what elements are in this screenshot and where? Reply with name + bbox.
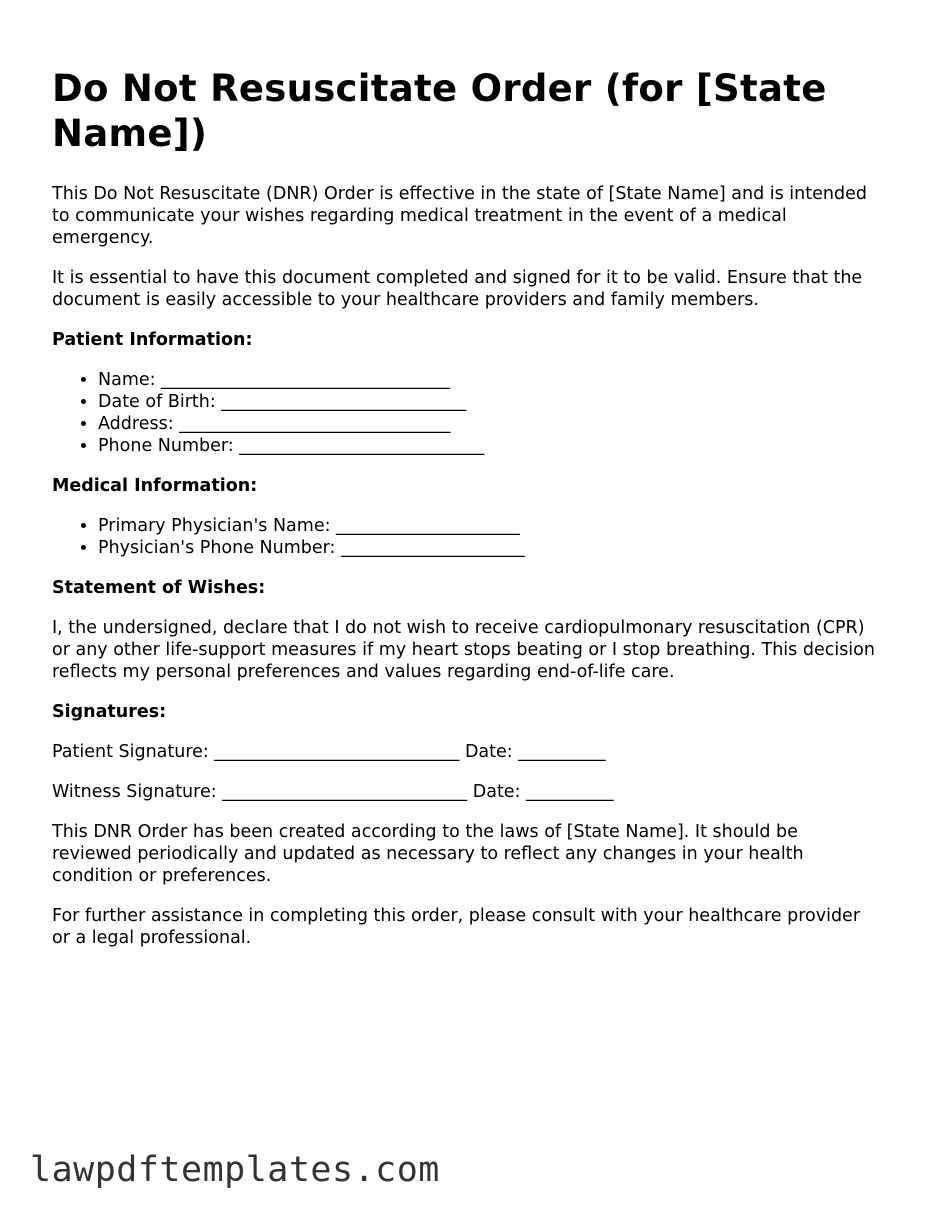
patient-address-field: • Address: _______________________________ — [98, 413, 882, 435]
closing-paragraph-1: This DNR Order has been created according to the laws of [State Name]. It should be reviewed periodically and updated as necessary to reflect any changes in your health condition or preferences. — [52, 822, 804, 886]
patient-dob-field: • Date of Birth: ____________________________ — [98, 391, 882, 413]
patient-info-list — [52, 369, 882, 457]
patient-info-heading: Patient Information: — [52, 330, 253, 350]
patient-phone-field: • Phone Number: ____________________________ — [98, 435, 882, 457]
signatures-heading: Signatures: — [52, 702, 167, 722]
document-page — [52, 66, 882, 967]
intro-paragraph-1: This Do Not Resuscitate (DNR) Order is effective in the state of [State Name] and is intended to communicate your wishes regarding medical treatment in the event of a medical emergency. — [52, 184, 867, 248]
intro-paragraph-2: It is essential to have this document completed and signed for it to be valid. Ensure that the document is easily accessible to your healthcare providers and family members. — [52, 268, 863, 310]
site-watermark: lawpdftemplates.com — [30, 1150, 440, 1190]
wishes-statement: I, the undersigned, declare that I do not wish to receive cardiopulmonary resuscitation (CPR) or any other life-support measures if my heart stops beating or I stop breathing. This decision reflects my personal preferences and values regarding end-of-life care. — [52, 618, 875, 682]
patient-signature-line: Patient Signature: ____________________________ Date: __________ — [52, 742, 606, 762]
wishes-heading: Statement of Wishes: — [52, 578, 266, 598]
medical-info-list — [52, 515, 882, 559]
medical-info-heading: Medical Information: — [52, 476, 258, 496]
physician-name-field: • Primary Physician's Name: _____________________ — [98, 515, 882, 537]
physician-phone-field: • Physician's Phone Number: _____________________ — [98, 537, 882, 559]
closing-paragraph-2: For further assistance in completing this order, please consult with your healthcare provider or a legal professional. — [52, 906, 861, 948]
patient-name-field: • Name: _________________________________ — [98, 369, 882, 391]
witness-signature-line: Witness Signature: ____________________________ Date: __________ — [52, 782, 614, 802]
document-title: Do Not Resuscitate Order (for [State Name]) — [52, 67, 827, 155]
